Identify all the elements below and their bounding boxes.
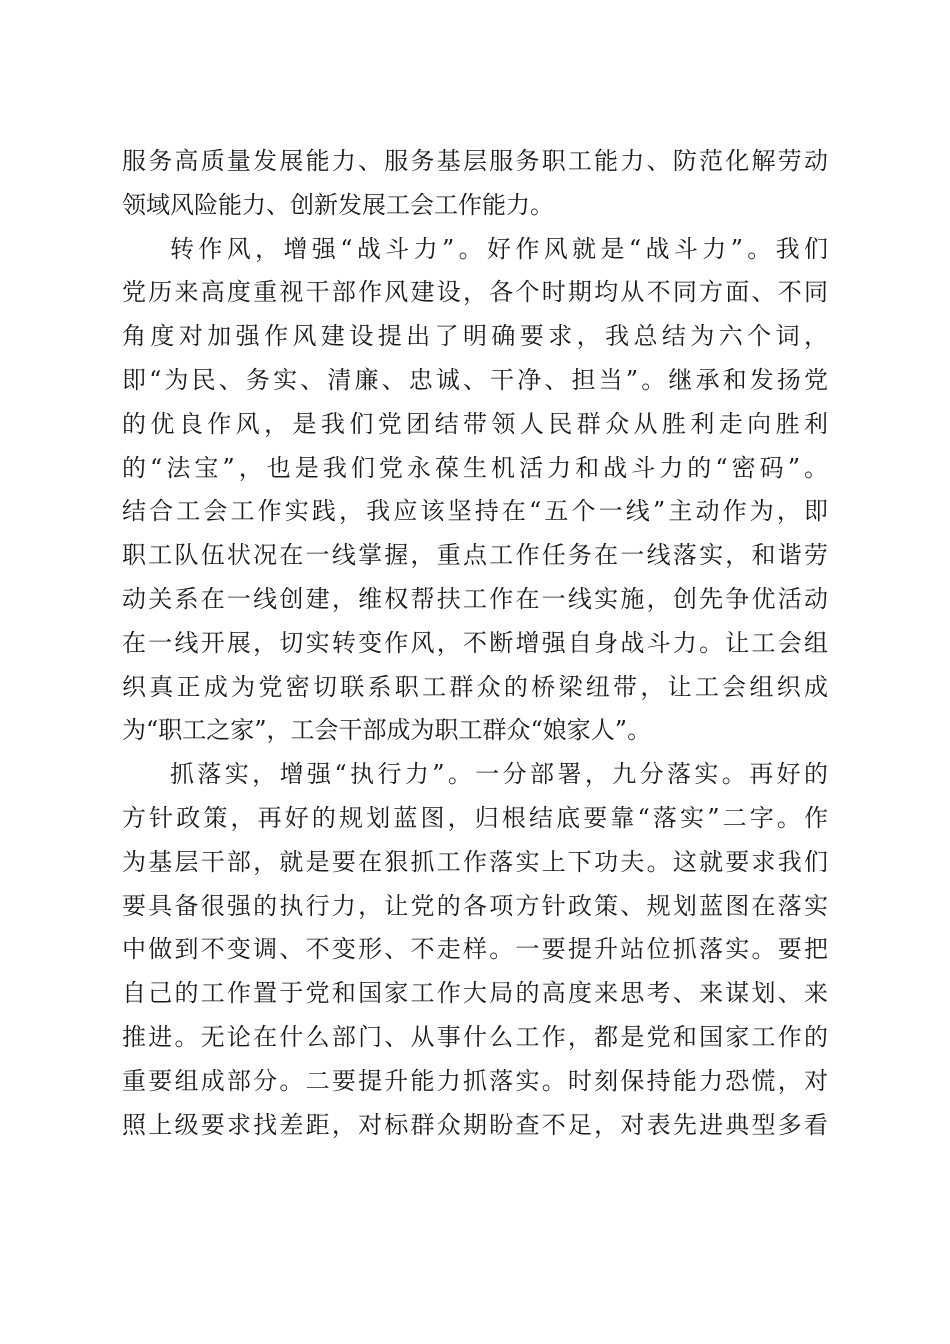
text-line: 照上级要求找差距，对标群众期盼查不足，对表先进典型多看 [122,1110,828,1139]
text-line: 自己的工作置于党和国家工作大局的高度来思考、来谋划、来 [122,979,828,1008]
text-line: 服务高质量发展能力、服务基层服务职工能力、防范化解劳动 [122,147,828,175]
text-line: 织真正成为党密切联系职工群众的桥梁纽带，让工会组织成 [122,672,828,701]
text-line: 的“法宝”，也是我们党永葆生机活力和战斗力的“密码”。 [122,453,828,482]
text-line: 的优良作风，是我们党团结带领人民群众从胜利走向胜利 [122,409,828,438]
paragraph-continuation [122,140,828,228]
text-line: 动关系在一线创建，维权帮扶工作在一线实施，创先争优活动 [122,584,828,613]
text-line: 推进。无论在什么部门、从事什么工作，都是党和国家工作的 [122,1022,828,1051]
text-line: 重要组成部分。二要提升能力抓落实。时刻保持能力恐慌，对 [122,1066,828,1095]
text-line: 结合工会工作实践，我应该坚持在“五个一线”主动作为，即 [122,497,828,526]
text-line: 为基层干部，就是要在狠抓工作落实上下功夫。这就要求我们 [122,847,828,876]
document-body [122,140,828,1147]
text-line: 党历来高度重视干部作风建设，各个时期均从不同方面、不同 [122,278,828,307]
paragraph-work-style [122,228,828,754]
text-line: 中做到不变调、不变形、不走样。一要提升站位抓落实。要把 [122,935,828,964]
text-line: 领域风险能力、创新发展工会工作能力。 [122,190,554,219]
text-line: 要具备很强的执行力，让党的各项方针政策、规划蓝图在落实 [122,891,828,920]
paragraph-implementation [122,753,828,1147]
text-line: 转作风，增强“战斗力”。好作风就是“战斗力”。我们 [170,234,828,263]
text-line: 在一线开展，切实转变作风，不断增强自身战斗力。让工会组 [122,628,828,657]
text-line: 方针政策，再好的规划蓝图，归根结底要靠“落实”二字。作 [122,803,828,832]
text-line: 职工队伍状况在一线掌握，重点工作任务在一线落实，和谐劳 [122,541,828,570]
text-line: 角度对加强作风建设提出了明确要求，我总结为六个词， [122,322,828,351]
text-line: 即“为民、务实、清廉、忠诚、干净、担当”。继承和发扬党 [122,365,828,394]
text-line: 抓落实，增强“执行力”。一分部署，九分落实。再好的 [170,760,828,789]
text-line: 为“职工之家”，工会干部成为职工群众“娘家人”。 [122,716,652,745]
